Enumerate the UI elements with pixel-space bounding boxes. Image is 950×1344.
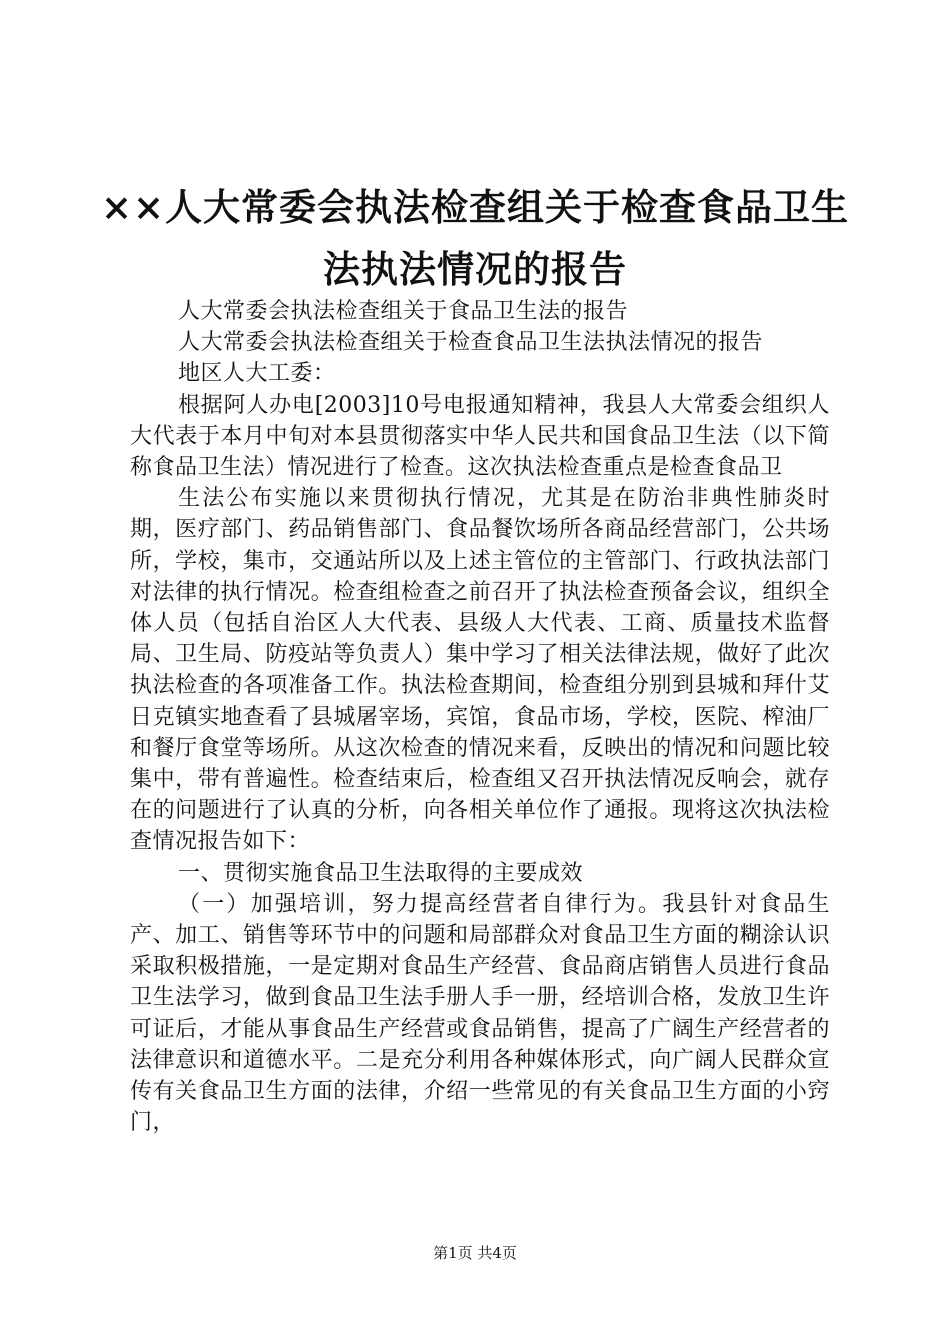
paragraph-subtitle-1: 人大常委会执法检查组关于食品卫生法的报告 [178, 299, 629, 324]
paragraph-training: （一）加强培训，努力提高经营者自律行为。我县针对食品生产、加工、销售等环节中的问题和局部群众对食品卫生方面的糊涂认识采取积极措施，一是定期对食品生产经营、食品商店销售人员进行食品卫生法学习，做到食品卫生法手册人手一册，经培训合格，发放卫生许可证后，才能从事食品生产经营或食品销售，提高了广阔生产经营者的法律意识和道德水平。二是充分利用各种媒体形式，向广阔人民群众宣传有关食品卫生方面的法律，介绍一些常见的有关食品卫生方面的小窍门， [130, 891, 830, 1136]
paragraph-subtitle-2: 人大常委会执法检查组关于检查食品卫生法执法情况的报告 [178, 330, 764, 356]
document-title: ××人大常委会执法检查组关于检查食品卫生法执法情况的报告 [100, 185, 849, 291]
page-number: 第1页 共4页 [433, 1244, 517, 1262]
paragraph-inspection-details: 生法公布实施以来贯彻执行情况，尤其是在防治非典性肺炎时期，医疗部门、药品销售部门、食品餐饮场所各商品经营部门，公共场所，学校，集市，交通站所以及上述主管位的主管部门、行政执法部门对法律的执行情况。检查组检查之前召开了执法检查预备会议，组织全体人员（包括自治区人大代表、县级人大代表、工商、质量技术监督局、卫生局、防疫站等负责人）集中学习了相关法律法规，做好了此次执法检查的各项准备工作。执法检查期间，检查组分别到县城和拜什艾日克镇实地查看了县城屠宰场，宾馆，食品市场，学校，医院、榨油厂和餐厅食堂等场所。从这次检查的情况来看，反映出的情况和问题比较集中，带有普遍性。检查结束后，检查组又召开执法情况反响会，就存在的问题进行了认真的分析，向各相关单位作了通报。现将这次执法检查情况报告如下： [130, 486, 830, 855]
section-heading: 一、贯彻实施食品卫生法取得的主要成效 [178, 860, 584, 886]
paragraph-salutation: 地区人大工委： [178, 361, 336, 387]
paragraph-intro: 根据阿人办电[2003]10号电报通知精神，我县人大常委会组织人大代表于本月中旬对本县贯彻落实中华人民共和国食品卫生法（以下简称食品卫生法）情况进行了检查。这次执法检查重点是检查食品卫 [130, 392, 830, 481]
document-body [130, 296, 830, 1138]
